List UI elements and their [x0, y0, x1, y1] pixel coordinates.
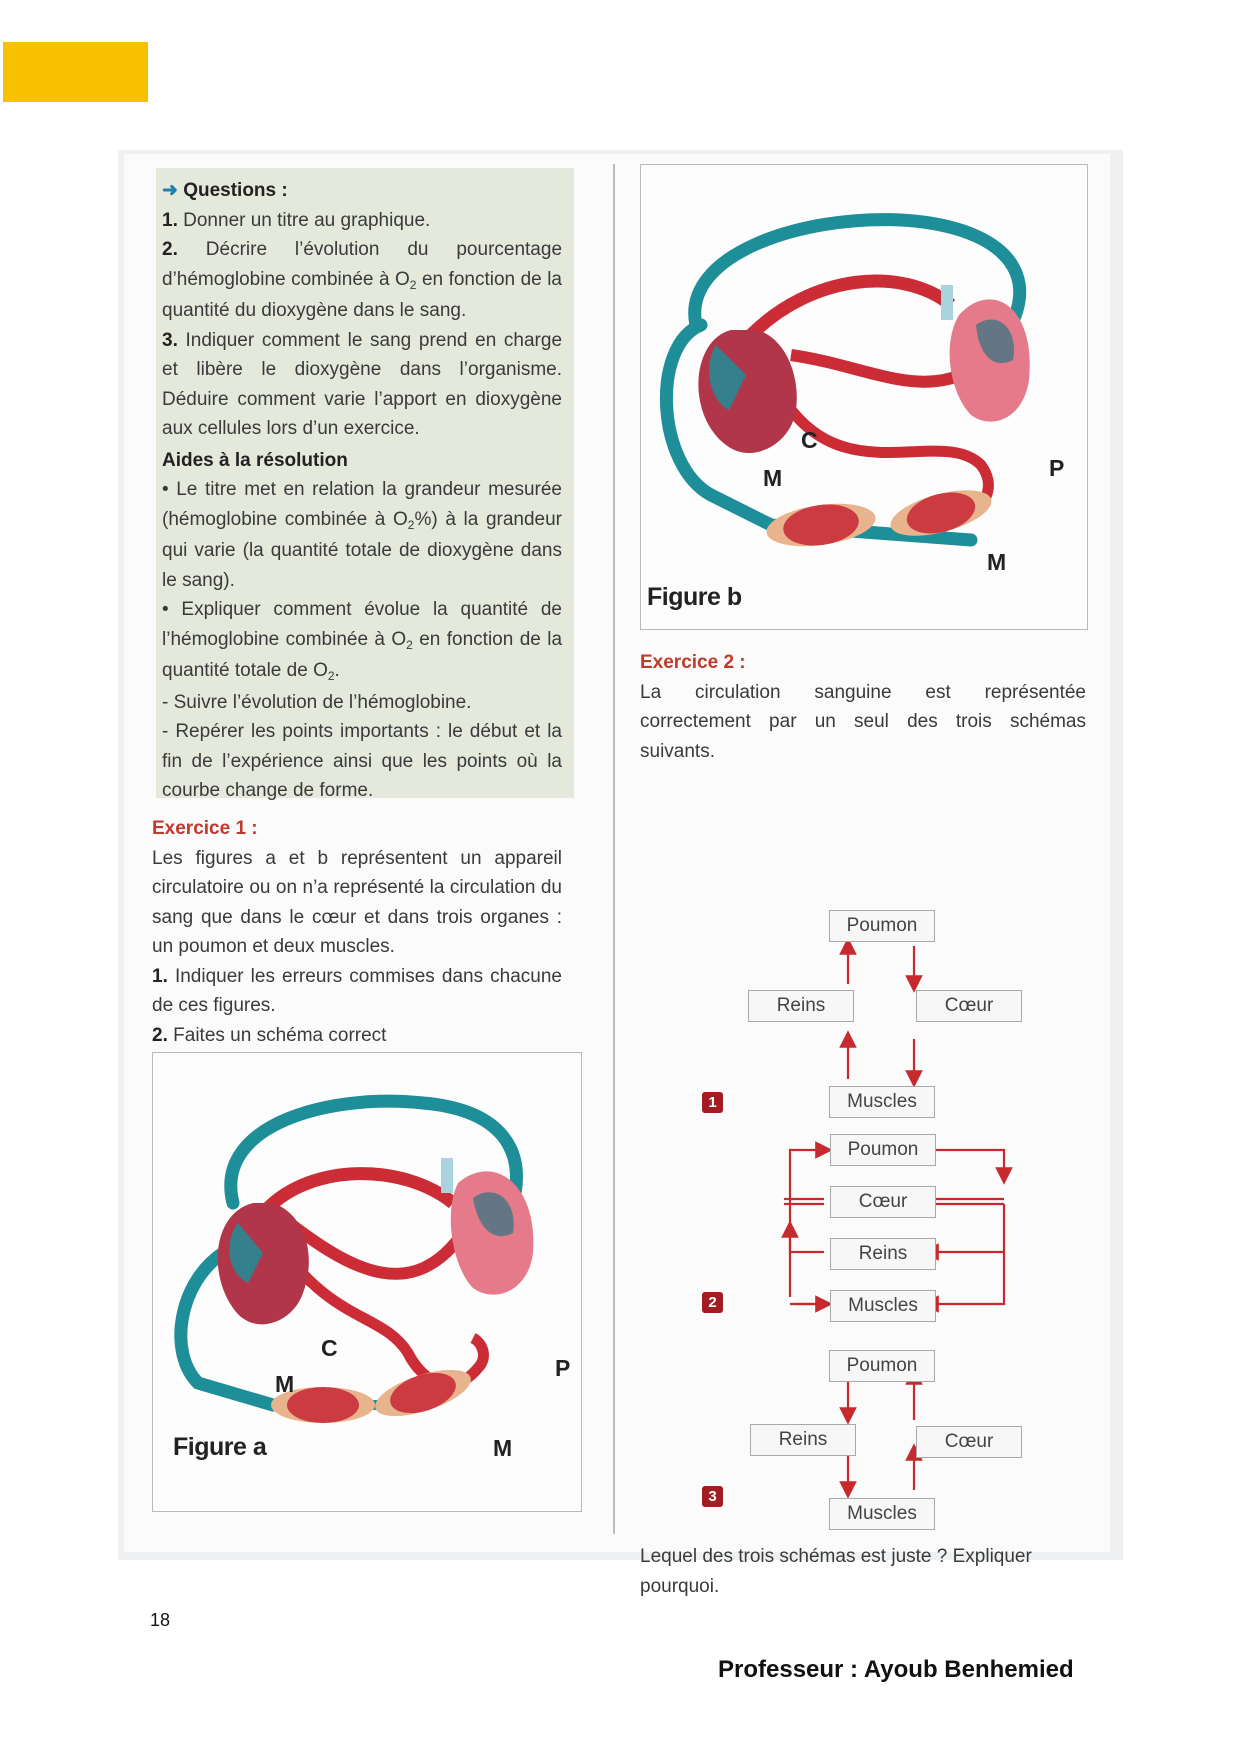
book-photo	[118, 150, 1123, 1597]
label-m2: M	[493, 1435, 513, 1461]
label-c: C	[801, 427, 818, 453]
aide-3: - Suivre l’évolution de l’hémoglobine.	[162, 691, 472, 713]
schema1-reins: Reins	[748, 990, 854, 1022]
aide-4: - Repérer les points importants : le début et la fin de l’expérience ainsi que les points où la courbe change de forme.	[162, 721, 562, 801]
label-c: C	[321, 1335, 338, 1361]
schema3-reins: Reins	[750, 1424, 856, 1456]
schema1-coeur: Cœur	[916, 990, 1022, 1022]
schema2-reins: Reins	[830, 1238, 936, 1270]
label-m2: M	[987, 549, 1007, 575]
book-page	[124, 154, 1110, 1597]
schema2-muscles: Muscles	[830, 1290, 936, 1322]
schema2-coeur: Cœur	[830, 1186, 936, 1218]
schema1-poumon: Poumon	[829, 910, 935, 942]
exercice1-q2: 2. Faites un schéma correct	[152, 1024, 387, 1046]
page-number: 18	[150, 1610, 171, 1630]
schema1-badge: 1	[702, 1092, 723, 1113]
figure-b-label: Figure b	[647, 583, 742, 611]
exercice2-title: Exercice 2 :	[640, 652, 746, 673]
figure-a-label: Figure a	[173, 1433, 267, 1461]
exercice1-title: Exercice 1 :	[152, 818, 258, 839]
schemas-arrows	[124, 154, 1110, 1552]
schema2-poumon: Poumon	[830, 1134, 936, 1166]
exercice2-question: Lequel des trois schémas est juste ? Expliquer pourquoi.	[640, 1546, 1032, 1597]
questions-heading: Questions :	[183, 180, 288, 201]
schema1-muscles: Muscles	[829, 1086, 935, 1118]
aides-heading: Aides à la résolution	[162, 449, 348, 471]
label-m1: M	[763, 465, 783, 491]
exercice1-intro: Les figures a et b représentent un appareil circulatoire ou on n’a représenté la circulation du sang que dans le cœur et dans trois organes : un poumon et deux muscles.	[152, 847, 562, 957]
schema3-badge: 3	[702, 1486, 723, 1507]
exercice2-question-wrap	[640, 1406, 1086, 1601]
aide-1: • Le titre met en relation la grandeur mesurée (hémoglobine combinée à $O_2\%$) à la grandeur qui varie (la quantité totale de dioxygène dans le sang).	[162, 479, 563, 591]
corner-tab	[3, 42, 148, 102]
question-3: 3. Indiquer comment le sang prend en charge et libère le dioxygène dans l’organisme. Déduire comment varie l’apport en dioxygène aux cellules lors d’un exercice.	[162, 329, 563, 439]
question-2: 2. Décrire l’évolution du pourcentage d’hémoglobine combinée à $O_2$ en fonction de la quantité du dioxygène dans le sang.	[162, 239, 563, 321]
label-p: P	[555, 1355, 571, 1381]
label-m1: M	[275, 1371, 295, 1397]
schema2-badge: 2	[702, 1292, 723, 1313]
schema3-coeur: Cœur	[916, 1426, 1022, 1458]
aide-2: • Expliquer comment évolue la quantité de l’hémoglobine combinée à $O_2$ en fonction de la quantité totale de $O_2$.	[162, 599, 563, 683]
question-1: 1. Donner un titre au graphique.	[162, 209, 431, 231]
arrow-right-icon: ➜	[162, 180, 178, 201]
schema3-muscles: Muscles	[829, 1498, 935, 1530]
label-p: P	[1049, 455, 1065, 481]
footer-author: Professeur : Ayoub Benhemied	[718, 1656, 1074, 1683]
exercice2-intro: La circulation sanguine est représentée correctement par un seul des trois schémas suivants.	[640, 681, 1086, 762]
schema3-poumon: Poumon	[829, 1350, 935, 1382]
exercice1-q1: 1. Indiquer les erreurs commises dans chacune de ces figures.	[152, 965, 562, 1016]
